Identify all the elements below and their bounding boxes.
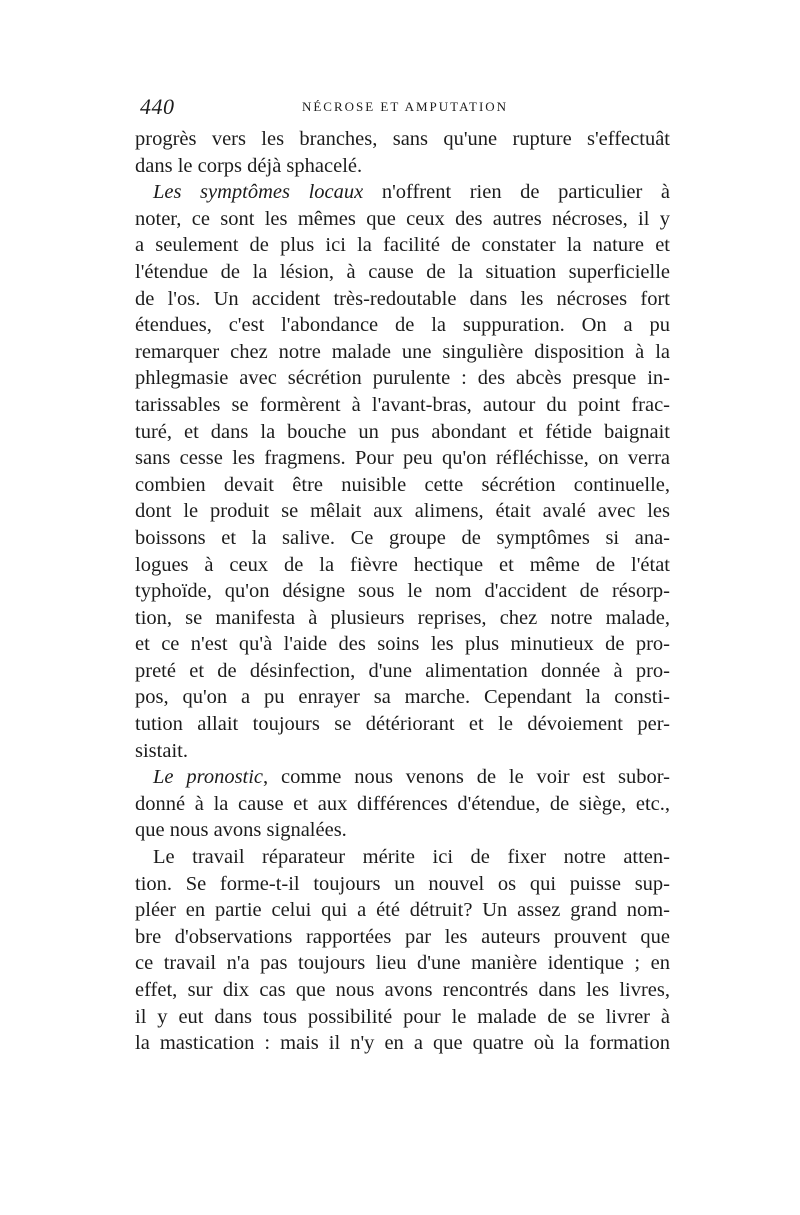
italic-heading-pronostic: Le pronostic <box>153 766 264 789</box>
text-line: de l'os. Un accident très-redoutable dans les nécroses fort <box>135 287 670 310</box>
text-line: il y eut dans tous possibilité pour le malade de se livrer à <box>135 1005 670 1028</box>
text-line: boissons et la salive. Ce groupe de symptômes si ana- <box>135 526 670 549</box>
text-line: et ce n'est qu'à l'aide des soins les plus minutieux de pro- <box>135 633 670 656</box>
text-line: phlegmasie avec sécrétion purulente : des abcès presque in- <box>135 367 670 390</box>
text-line: turé, et dans la bouche un pus abondant et fétide baignait <box>135 420 670 443</box>
text-line: dans le corps déjà sphacelé. <box>135 154 363 177</box>
body-text <box>135 126 670 1057</box>
text-line: sistait. <box>135 739 188 762</box>
running-title: NÉCROSE ET AMPUTATION <box>301 99 509 114</box>
text-line: preté et de désinfection, d'une alimentation donnée à pro- <box>135 659 670 682</box>
italic-heading-symptomes: Les symptômes locaux <box>153 181 364 204</box>
text-line: progrès vers les branches, sans qu'une rupture s'effectuât <box>135 128 670 150</box>
text-line: bre d'observations rapportées par les auteurs prouvent que <box>135 925 670 948</box>
text-line: ce travail n'a pas toujours lieu d'une manière identique ; en <box>135 952 670 975</box>
text-line: dont le produit se mêlait aux alimens, était avalé avec les <box>135 500 670 523</box>
text-line-rest: n'offrent rien de particulier à <box>381 181 670 204</box>
text-line: combien devait être nuisible cette sécrétion continuelle, <box>135 473 670 496</box>
text-line: noter, ce sont les mêmes que ceux des autres nécroses, il y <box>135 207 670 230</box>
text-line: pléer en partie celui qui a été détruit? Un assez grand nom- <box>135 899 670 922</box>
text-line: tion. Se forme-t-il toujours un nouvel os qui puisse sup- <box>135 872 670 895</box>
text-line: Le travail réparateur mérite ici de fixer notre atten- <box>153 846 670 869</box>
text-line: sans cesse les fragmens. Pour peu qu'on réfléchisse, on verra <box>135 447 670 470</box>
text-line-rest: , comme nous venons de le voir est subor- <box>263 766 671 789</box>
text-line: tution allait toujours se détériorant et le dévoiement per- <box>135 713 670 736</box>
text-line: remarquer chez notre malade une singulière disposition à la <box>135 340 670 363</box>
page-header <box>140 94 670 124</box>
text-line: pos, qu'on a pu enrayer sa marche. Cependant la consti- <box>135 686 670 709</box>
text-line: étendues, c'est l'abondance de la suppuration. On a pu <box>135 314 670 337</box>
text-line: typhoïde, qu'on désigne sous le nom d'accident de résorp- <box>135 580 670 603</box>
text-line: effet, sur dix cas que nous avons rencontrés dans les livres, <box>135 979 670 1001</box>
text-line: l'étendue de la lésion, à cause de la situation superficielle <box>135 260 670 283</box>
text-line: tion, se manifesta à plusieurs reprises, chez notre malade, <box>135 606 670 629</box>
text-line: a seulement de plus ici la facilité de constater la nature et <box>135 234 670 257</box>
text-line: que nous avons signalées. <box>135 819 347 842</box>
text-line: tarissables se formèrent à l'avant-bras, autour du point frac- <box>135 393 670 416</box>
text-line <box>135 179 670 206</box>
text-line <box>135 764 670 791</box>
page-number: 440 <box>140 94 175 119</box>
text-line: donné à la cause et aux différences d'étendue, de siège, etc., <box>135 792 670 815</box>
text-line: la mastication : mais il n'y en a que quatre où la formation <box>135 1032 670 1055</box>
text-line: logues à ceux de la fièvre hectique et même de l'état <box>135 553 670 576</box>
